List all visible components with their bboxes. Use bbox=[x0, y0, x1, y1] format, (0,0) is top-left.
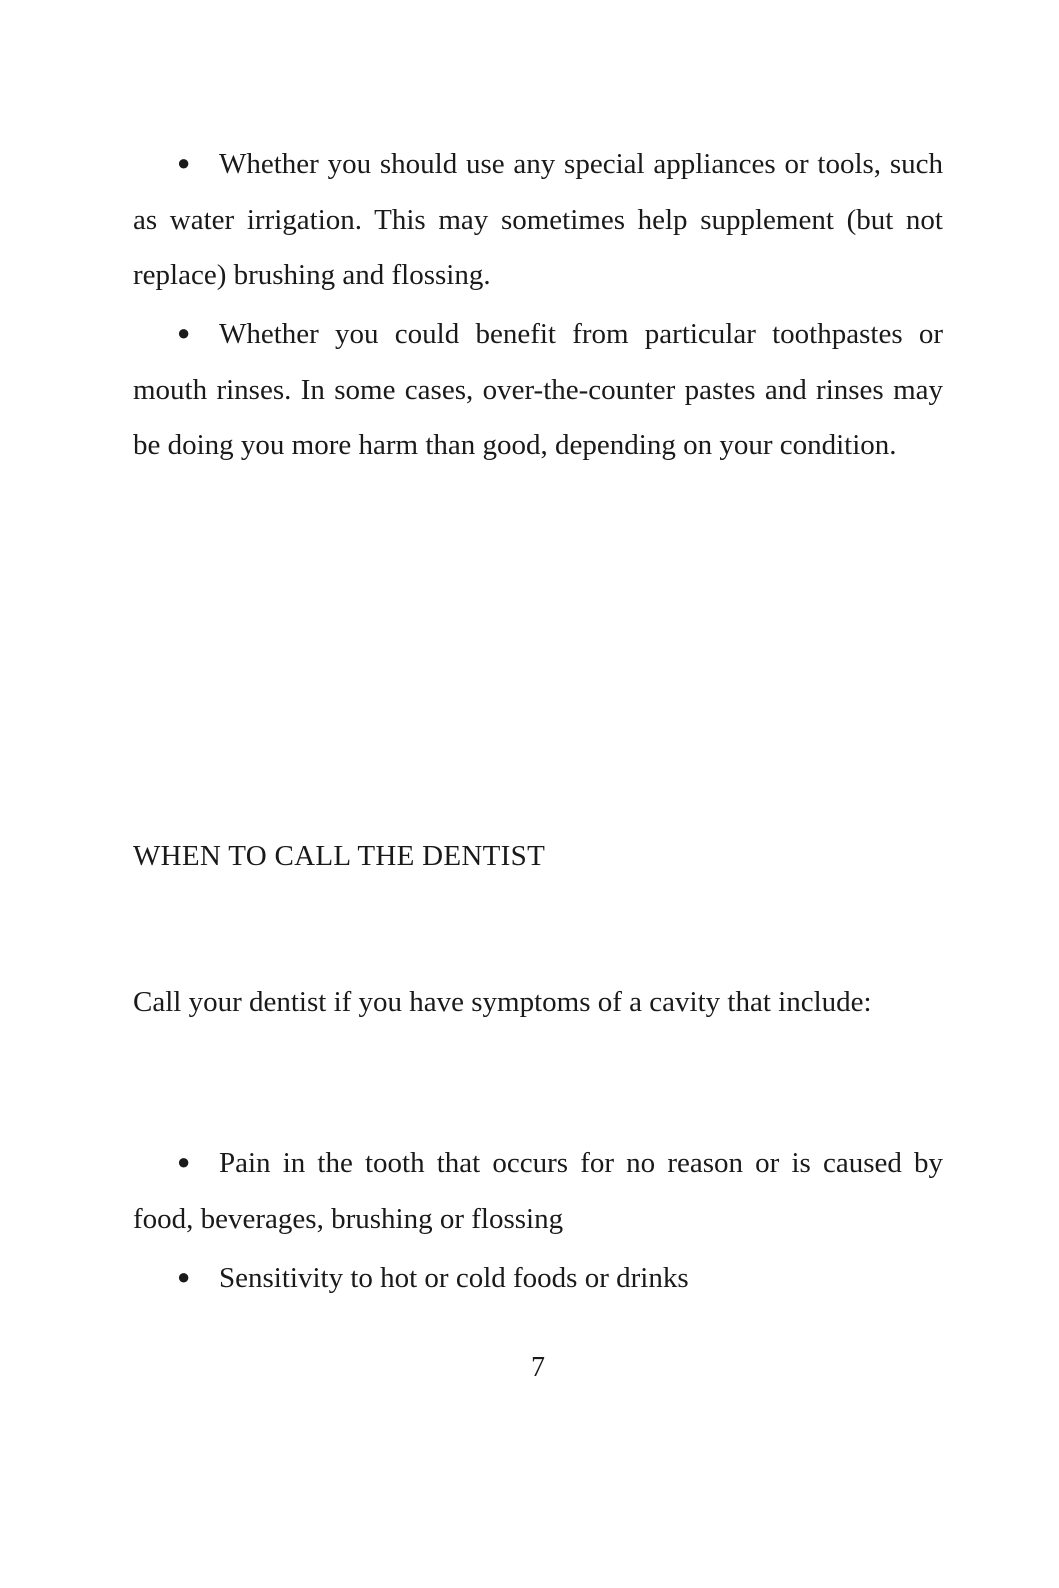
bullet-item-tooth-pain bbox=[133, 1136, 943, 1247]
bullet-text: Whether you could benefit from particular toothpastes or mouth rinses. In some cases, over-the-counter pastes and rinses may be doing you more harm than good, depending on your condition. bbox=[133, 318, 943, 461]
bullet-text: Pain in the tooth that occurs for no reason or is caused by food, beverages, brushing or flossing bbox=[133, 1147, 943, 1235]
section-heading: WHEN TO CALL THE DENTIST bbox=[133, 840, 546, 872]
bullet-icon: ● bbox=[177, 1264, 191, 1289]
bullet-item-sensitivity bbox=[133, 1251, 943, 1307]
bullet-text: Whether you should use any special appliances or tools, such as water irrigation. This may sometimes help supplement (but not replace) brushing and flossing. bbox=[133, 148, 943, 291]
bullet-icon: ● bbox=[177, 150, 191, 175]
bullet-text: Sensitivity to hot or cold foods or drinks bbox=[219, 1262, 689, 1294]
bullet-icon: ● bbox=[177, 320, 191, 345]
bullet-icon: ● bbox=[177, 1149, 191, 1174]
page-number: 7 bbox=[531, 1352, 545, 1383]
bullet-item-toothpastes bbox=[133, 307, 943, 473]
bullet-item-special-appliances bbox=[133, 137, 943, 303]
intro-paragraph: Call your dentist if you have symptoms of a cavity that include: bbox=[133, 986, 872, 1018]
